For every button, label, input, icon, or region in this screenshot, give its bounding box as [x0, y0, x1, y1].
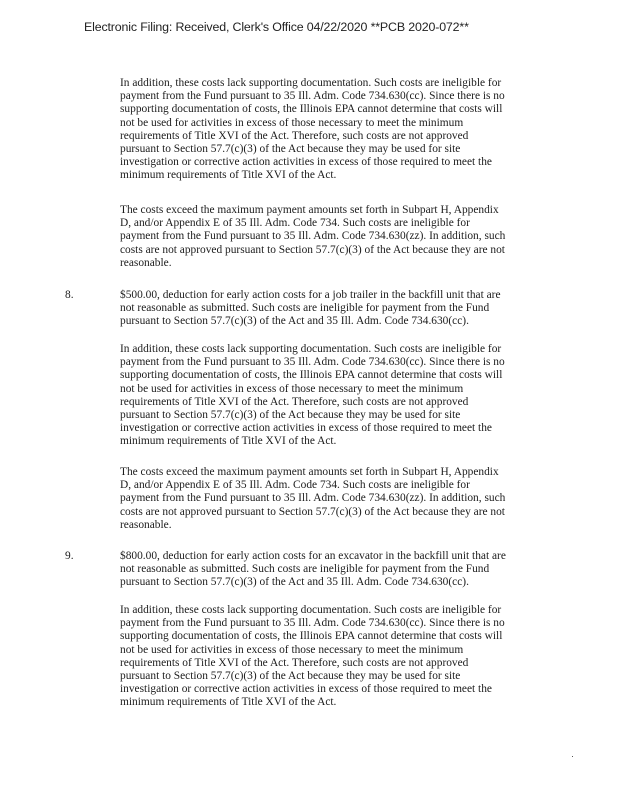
text-line: supporting documentation of costs, the Illinois EPA cannot determine that costs will — [120, 103, 503, 116]
paragraph-documentation — [120, 343, 538, 449]
text-line: requirements of Title XVI of the Act. Therefore, such costs are not approved — [120, 656, 469, 669]
text-line: pursuant to Section 57.7(c)(3) of the Act and 35 Ill. Adm. Code 734.630(cc). — [120, 315, 469, 328]
text-line: D, and/or Appendix E of 35 Ill. Adm. Code 734. Such costs are ineligible for — [120, 479, 470, 492]
text-line: pursuant to Section 57.7(c)(3) of the Act because they may be used for site — [120, 409, 461, 422]
text-line: not reasonable as submitted. Such costs are ineligible for payment from the Fund — [120, 302, 490, 315]
paragraph-maximum-payment — [120, 204, 538, 270]
text-line: minimum requirements of Title XVI of the Act. — [120, 169, 337, 182]
text-line: pursuant to Section 57.7(c)(3) of the Act because they may be used for site — [120, 670, 461, 683]
text-line: requirements of Title XVI of the Act. Therefore, such costs are not approved — [120, 395, 469, 408]
text-line: reasonable. — [120, 518, 172, 531]
text-line: $500.00, deduction for early action costs for a job trailer in the backfill unit that are — [120, 289, 501, 301]
text-line: pursuant to Section 57.7(c)(3) of the Act because they may be used for site — [120, 143, 461, 156]
text-line: In addition, these costs lack supporting documentation. Such costs are ineligible for — [120, 604, 502, 616]
text-line: not reasonable as submitted. Such costs are ineligible for payment from the Fund — [120, 563, 490, 576]
text-line: not be used for activities in excess of those necessary to meet the minimum — [120, 116, 464, 129]
paragraph-maximum-payment — [120, 466, 538, 532]
text-line: supporting documentation of costs, the Illinois EPA cannot determine that costs will — [120, 369, 503, 382]
text-line: The costs exceed the maximum payment amounts set forth in Subpart H, Appendix — [120, 466, 499, 478]
text-line: In addition, these costs lack supporting documentation. Such costs are ineligible for — [120, 77, 502, 89]
text-line: costs are not approved pursuant to Section 57.7(c)(3) of the Act because they are not — [120, 505, 505, 518]
text-line: pursuant to Section 57.7(c)(3) of the Act and 35 Ill. Adm. Code 734.630(cc). — [120, 576, 469, 589]
text-line: not be used for activities in excess of those necessary to meet the minimum — [120, 382, 464, 395]
text-line: reasonable. — [120, 256, 172, 269]
item-number: 9. — [65, 550, 74, 562]
scan-speck — [572, 756, 573, 757]
text-line: D, and/or Appendix E of 35 Ill. Adm. Code 734. Such costs are ineligible for — [120, 217, 470, 230]
text-line: not be used for activities in excess of those necessary to meet the minimum — [120, 643, 464, 656]
paragraph-item-9-deduction — [120, 550, 538, 590]
text-line: payment from the Fund pursuant to 35 Ill. Adm. Code 734.630(cc). Since there is no — [120, 356, 505, 369]
paragraph-documentation — [120, 77, 538, 183]
text-line: investigation or corrective action activities in excess of those required to meet the — [120, 422, 492, 435]
paragraph-item-8-deduction — [120, 289, 538, 329]
filing-stamp: Electronic Filing: Received, Clerk's Office 04/22/2020 **PCB 2020-072** — [84, 20, 469, 34]
text-line: payment from the Fund pursuant to 35 Ill. Adm. Code 734.630(zz). In addition, such — [120, 230, 506, 243]
text-line: The costs exceed the maximum payment amounts set forth in Subpart H, Appendix — [120, 204, 499, 216]
text-line: $800.00, deduction for early action costs for an excavator in the backfill unit that are — [120, 550, 506, 562]
text-line: investigation or corrective action activities in excess of those required to meet the — [120, 156, 492, 169]
text-line: minimum requirements of Title XVI of the Act. — [120, 696, 337, 709]
text-line: requirements of Title XVI of the Act. Therefore, such costs are not approved — [120, 129, 469, 142]
paragraph-documentation — [120, 604, 538, 710]
text-line: supporting documentation of costs, the Illinois EPA cannot determine that costs will — [120, 630, 503, 643]
text-line: payment from the Fund pursuant to 35 Ill. Adm. Code 734.630(zz). In addition, such — [120, 492, 506, 505]
text-line: costs are not approved pursuant to Section 57.7(c)(3) of the Act because they are not — [120, 243, 505, 256]
text-line: investigation or corrective action activities in excess of those required to meet the — [120, 683, 492, 696]
text-line: payment from the Fund pursuant to 35 Ill. Adm. Code 734.630(cc). Since there is no — [120, 90, 505, 103]
text-line: In addition, these costs lack supporting documentation. Such costs are ineligible for — [120, 343, 502, 355]
text-line: minimum requirements of Title XVI of the Act. — [120, 435, 337, 448]
text-line: payment from the Fund pursuant to 35 Ill. Adm. Code 734.630(cc). Since there is no — [120, 617, 505, 630]
item-number: 8. — [65, 289, 74, 301]
